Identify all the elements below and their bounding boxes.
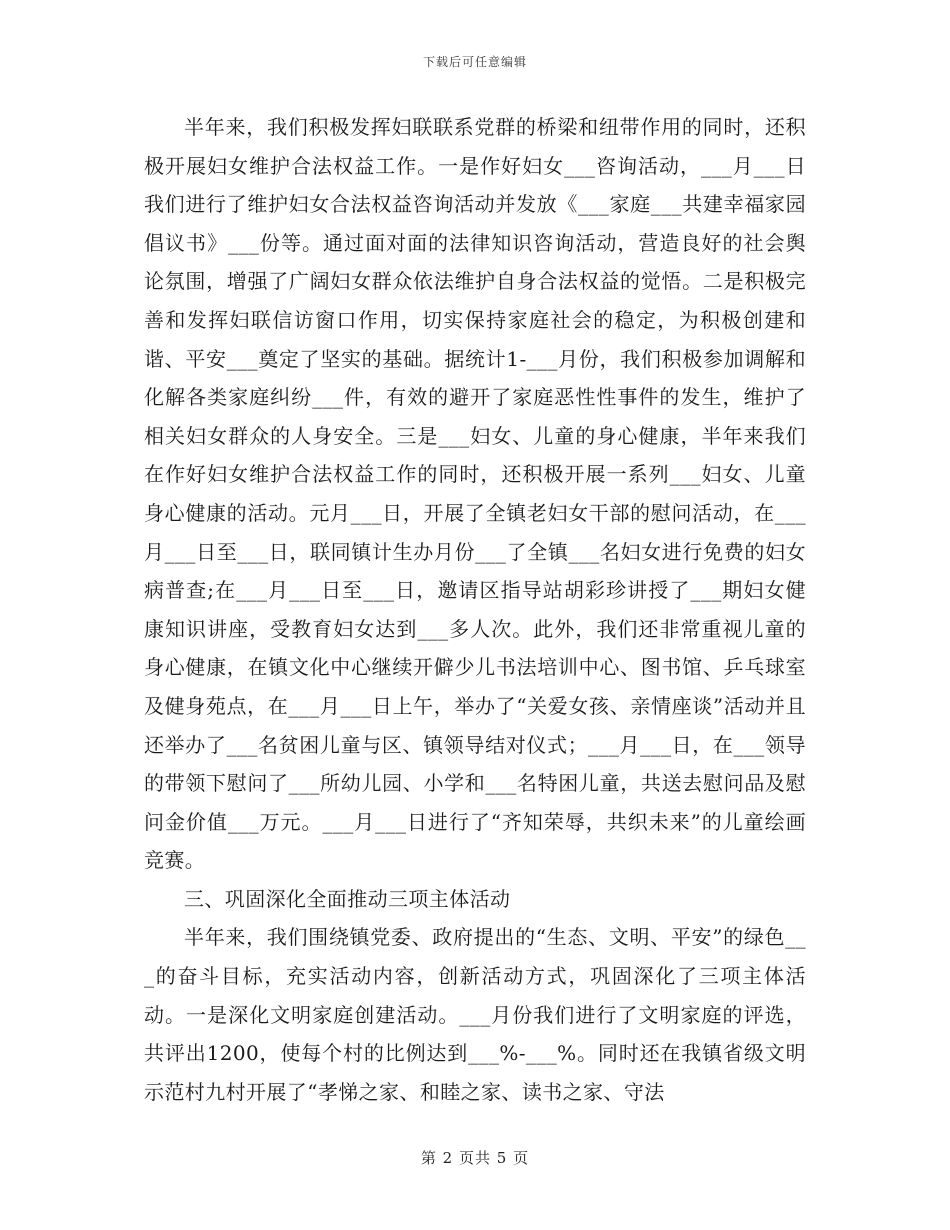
section-heading-three: 三、巩固深化全面推动三项主体活动: [184, 886, 511, 911]
paragraph-three-activities: 半年来，我们围绕镇党委、政府提出的“生态、文明、平安”的绿色___的奋斗目标，充实活动内容，创新活动方式，巩固深化了三项主体活动。一是深化文明家庭创建活动。___月份我们进行了文明家庭的评选，共评出1200，使每个村的比例达到___%-___%。同时还在我镇省级文明示范村九村开展了“孝悌之家、和睦之家、读书之家、守法: [144, 925, 806, 1104]
paragraph-women-rights: 半年来，我们积极发挥妇联联系党群的桥梁和纽带作用的同时，还积极开展妇女维护合法权益工作。一是作好妇女___咨询活动，___月___日我们进行了维护妇女合法权益咨询活动并发放《___家庭___共建幸福家园倡议书》___份等。通过面对面的法律知识咨询活动，营造良好的社会舆论氛围，增强了广阔妇女群众依法维护自身合法权益的觉悟。二是积极完善和发挥妇联信访窗口作用，切实保持家庭社会的稳定，为积极创建和谐、平安___奠定了坚实的基础。据统计1-___月份，我们积极参加调解和化解各类家庭纠纷___件，有效的避开了家庭恶性性事件的发生，维护了相关妇女群众的人身安全。三是___妇女、儿童的身心健康，半年来我们在作好妇女维护合法权益工作的同时，还积极开展一系列___妇女、儿童身心健康的活动。元月___日，开展了全镇老妇女干部的慰问活动，在___月___日至___日，联同镇计生办月份___了全镇___名妇女进行免费的妇女病普查;在___月___日至___日，邀请区指导站胡彩珍讲授了___期妇女健康知识讲座，受教育妇女达到___多人次。此外，我们还非常重视儿童的身心健康，在镇文化中心继续开僻少儿书法培训中心、图书馆、乒乓球室及健身苑点，在___月___日上午，举办了“关爱女孩、亲情座谈”活动并且还举办了___名贫困儿童与区、镇领导结对仪式；___月___日，在___领导的带领下慰问了___所幼儿园、小学和___名特困儿童，共送去慰问品及慰问金价值___万元。___月___日进行了“齐知荣辱，共织未来”的儿童绘画竞赛。: [144, 115, 806, 873]
page-header-note: 下载后可任意编辑: [422, 55, 527, 69]
document-body: [144, 108, 806, 1111]
page-number-footer: 第 2 页共 5 页: [420, 1149, 530, 1167]
